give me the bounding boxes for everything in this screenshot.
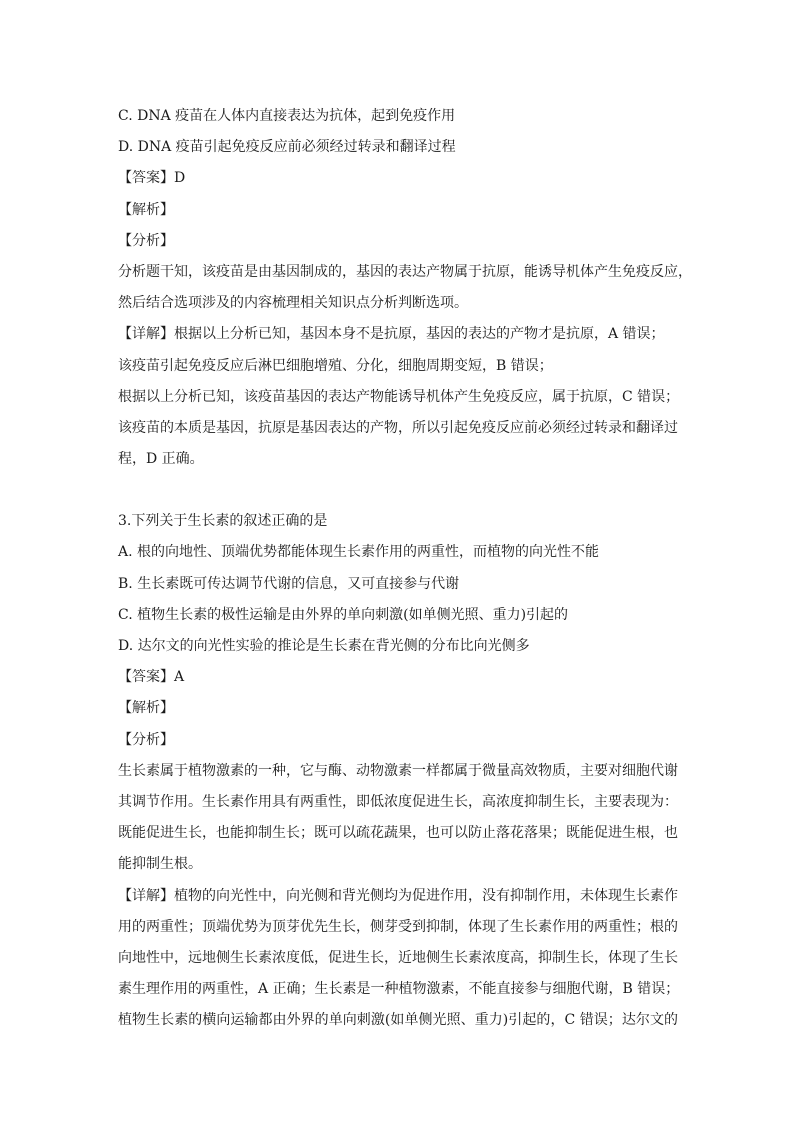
q2-option-c: C. DNA 疫苗在人体内直接表达为抗体，起到免疫作用 xyxy=(118,108,456,124)
q3-analysis-subheading: 【分析】 xyxy=(118,731,174,748)
q2-analysis-line: 分析题干知，该疫苗是由基因制成的，基因的表达产物属于抗原，能诱导机体产生免疫反应， xyxy=(118,263,692,280)
section-spacer xyxy=(118,475,678,506)
q3-detail-line: 【详解】植物的向光性中，向光侧和背光侧均为促进作用，没有抑制作用，未体现生长素作 xyxy=(118,887,678,904)
q3-answer: 【答案】A xyxy=(118,669,185,686)
q2-detail-line: 该疫苗引起免疫反应后淋巴细胞增殖、分化，细胞周期变短，B 错误； xyxy=(118,357,553,374)
document-page xyxy=(118,101,692,1036)
q3-analysis-line: 生长素属于植物激素的一种，它与酶、动物激素一样都属于微量高效物质，主要对细胞代谢 xyxy=(118,762,678,779)
q2-detail-line: 根据以上分析已知，该疫苗基因的表达产物能诱导机体产生免疫反应，属于抗原，C 错误； xyxy=(118,388,680,405)
q3-analysis-heading: 【解析】 xyxy=(118,700,174,717)
q3-analysis-line: 既能促进生长，也能抑制生长；既可以疏花蔬果，也可以防止落花落果；既能促进生根，也 xyxy=(118,825,678,842)
q3-detail-line: 素生理作用的两重性，A 正确；生长素是一种植物激素，不能直接参与细胞代谢，B 错误； xyxy=(118,981,680,998)
q2-analysis-line: 然后结合选项涉及的内容梳理相关知识点分析判断选项。 xyxy=(118,295,468,312)
q2-analysis-subheading: 【分析】 xyxy=(118,232,174,249)
q3-option-c: C. 植物生长素的极性运输是由外界的单向刺激(如单侧光照、重力)引起的 xyxy=(118,606,569,623)
q3-detail-line: 用的两重性；顶端优势为顶芽优先生长，侧芽受到抑制，体现了生长素作用的两重性；根的 xyxy=(118,918,678,935)
q3-question: 3.下列关于生长素的叙述正确的是 xyxy=(118,513,328,530)
q3-detail-line: 植物生长素的横向运输都由外界的单向刺激(如单侧光照、重力)引起的，C 错误；达尔文的 xyxy=(118,1012,678,1029)
q3-option-b: B. 生长素既可传达调节代谢的信息，又可直接参与代谢 xyxy=(118,575,460,592)
q3-option-d: D. 达尔文的向光性实验的推论是生长素在背光侧的分布比向光侧多 xyxy=(118,638,530,654)
q2-detail-line: 【详解】根据以上分析已知，基因本身不是抗原，基因的表达的产物才是抗原，A 错误； xyxy=(118,326,665,343)
q2-detail-line: 该疫苗的本质是基因，抗原是基因表达的产物，所以引起免疫反应前必须经过转录和翻译过 xyxy=(118,419,678,436)
q3-analysis-line: 其调节作用。生长素作用具有两重性，即低浓度促进生长，高浓度抑制生长，主要表现为： xyxy=(118,793,678,810)
q2-answer: 【答案】D xyxy=(118,170,186,187)
q2-detail-line: 程，D 正确。 xyxy=(118,451,204,468)
q2-analysis-heading: 【解析】 xyxy=(118,201,174,218)
q3-option-a: A. 根的向地性、顶端优势都能体现生长素作用的两重性，而植物的向光性不能 xyxy=(118,544,600,561)
q3-detail-line: 向地性中，远地侧生长素浓度低，促进生长，近地侧生长素浓度高，抑制生长，体现了生长 xyxy=(118,949,678,966)
q3-analysis-line: 能抑制生根。 xyxy=(118,856,202,873)
q2-option-d: D. DNA 疫苗引起免疫反应前必须经过转录和翻译过程 xyxy=(118,139,456,156)
